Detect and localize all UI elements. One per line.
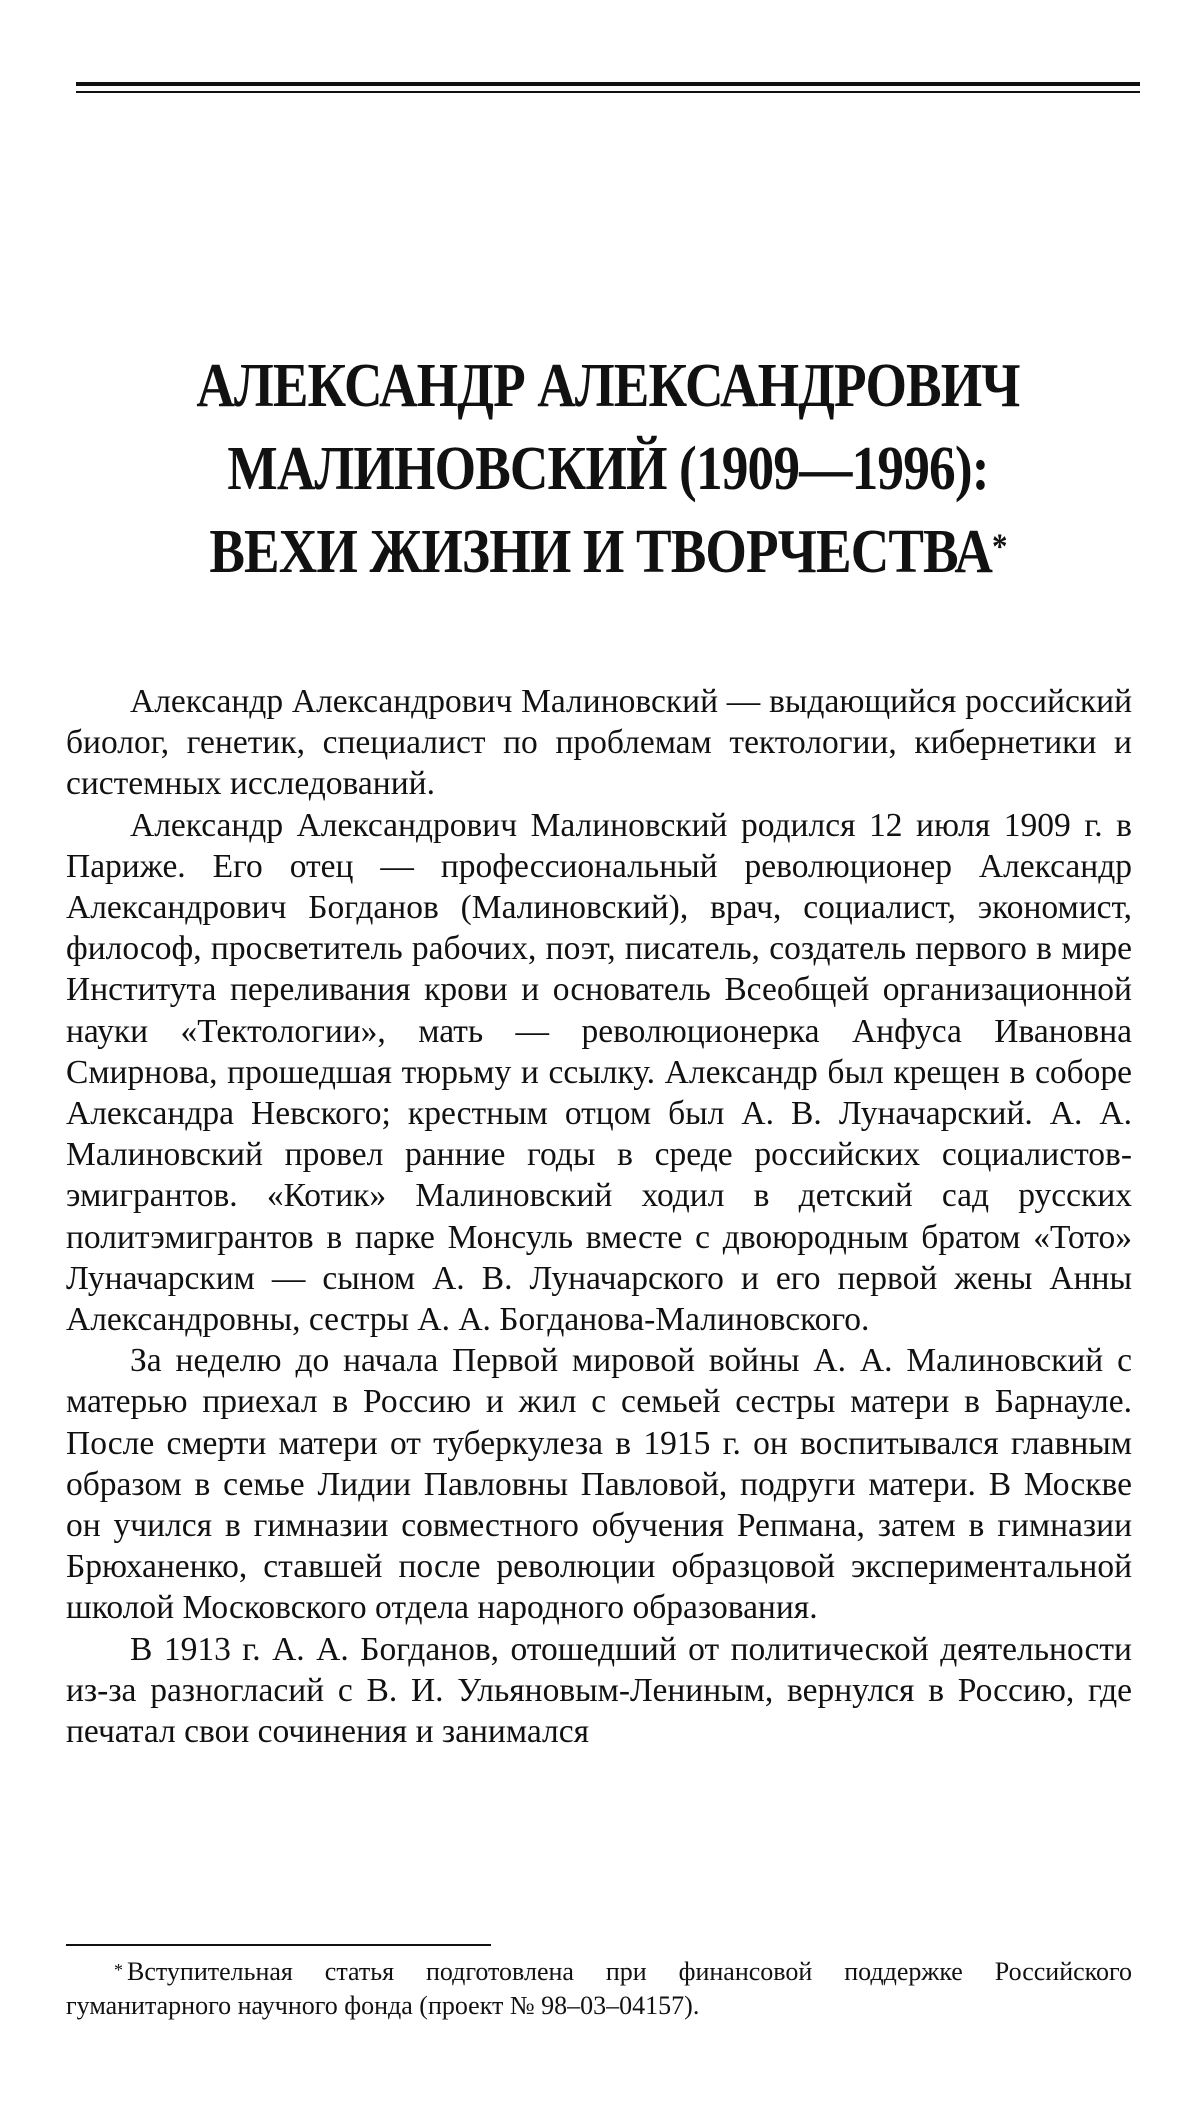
title-footnote-mark: * [992,526,1007,566]
paragraph-1: Александр Александрович Малиновский — выдающийся российский биолог, генетик, специалист по проблемам тектологии, кибернетики и системных исследований. [66,683,1132,803]
top-rule [76,82,1140,93]
footnote-separator [66,1944,491,1946]
title-line-1: АЛЕКСАНДР АЛЕКСАНДРОВИЧ [196,352,1020,420]
title-line-2: МАЛИНОВСКИЙ (1909—1996): [227,435,989,503]
title-line-3-text: ВЕХИ ЖИЗНИ И ТВОРЧЕСТВА [209,518,993,586]
paragraph-2: Александр Александрович Малиновский родился 12 июля 1909 г. в Париже. Его отец — профессиональный революционер Александр Александрович Богданов (Малиновский), врач, социалист, экономист, философ, просветитель рабочих, поэт, писатель, создатель первого в мире Института переливания крови и основатель Всеобщей организационной науки «Тектологии», мать — революционерка Анфуса Ивановна Смирнова, прошедшая тюрьму и ссылку. Александр был крещен в соборе Александра Невского; крестным отцом был А. В. Луначарский. А. А. Малиновский провел ранние годы в среде российских социалистов-эмигрантов. «Котик» Малиновский ходил в детский сад русских политэмигрантов в парке Монсуль вместе с двоюродным братом «Тото» Луначарским — сыном А. В. Луначарского и его первой жены Анны Александровны, сестры А. А. Богданова-Малиновского. [66,806,1132,1339]
article-body [66,681,1132,1752]
footnote-mark: * [114,1960,123,1980]
article-title [150,345,1065,594]
title-line-3 [150,511,1065,594]
paragraph-3: За неделю до начала Первой мировой войны А. А. Малиновский с матерью приехал в Россию и жил с семьей сестры матери в Барнауле. После смерти матери от туберкулеза в 1915 г. он воспитывался главным образом в семье Лидии Павловны Павловой, подруги матери. В Москве он учился в гимназии совместного обучения Репмана, затем в гимназии Брюханенко, ставшей после революции образцовой экспериментальной школой Московского отдела народного образования. [66,1342,1132,1627]
footnote-paragraph [66,1955,1132,2023]
footnote [66,1955,1132,2023]
footnote-text: Вступительная статья подготовлена при финансовой поддержке Российского гуманитарного научного фонда (проект № 98–03–04157). [66,1957,1132,2020]
paragraph-4: В 1913 г. А. А. Богданов, отошедший от политической деятельности из-за разногласий с В. И. Ульяновым-Лениным, вернулся в Россию, где печатал свои сочинения и занимался [66,1630,1132,1751]
